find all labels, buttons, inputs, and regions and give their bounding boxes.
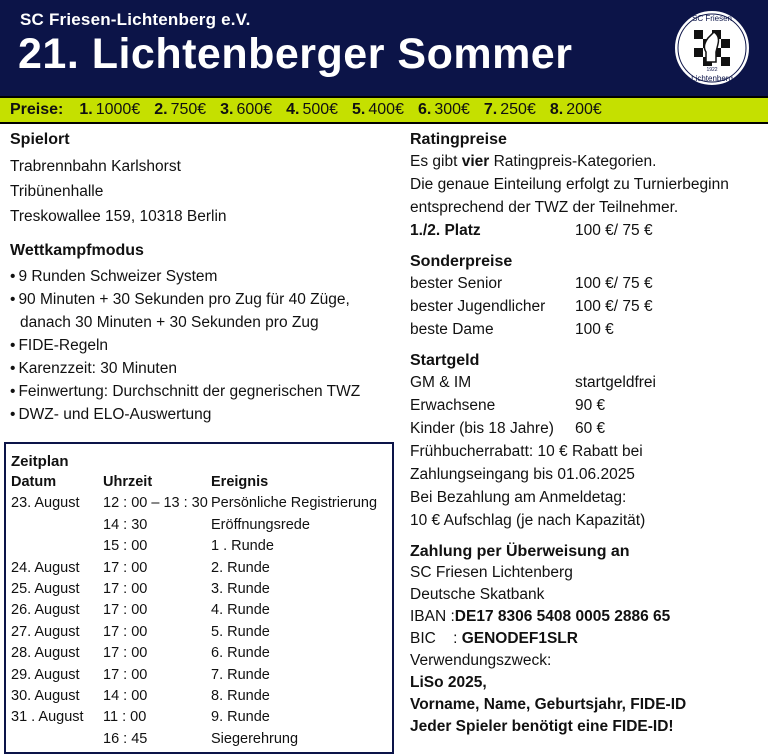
sonder-row: bester Jugendlicher 100 €/ 75 € xyxy=(410,298,653,315)
zahlung-zweck-line: Vorname, Name, Geburtsjahr, FIDE-ID xyxy=(410,696,687,713)
modus-bullet: • FIDE-Regeln xyxy=(10,334,400,357)
club-logo xyxy=(672,6,752,90)
col-ereignis: Ereignis xyxy=(211,474,269,490)
rating-text: entsprechend der TWZ der Teilnehmer. xyxy=(410,199,679,216)
schedule-header-row xyxy=(11,472,392,493)
spielort-line: Tribünenhalle xyxy=(10,183,104,200)
rating-heading: Ratingpreise xyxy=(410,131,507,148)
prize-bar xyxy=(0,96,768,124)
col-uhrzeit: Uhrzeit xyxy=(103,474,153,490)
rating-platz-row: 1./2. Platz 100 €/ 75 € xyxy=(410,222,653,239)
aufschlag-text: 10 € Aufschlag (je nach Kapazität) xyxy=(410,512,646,529)
zahlung-heading: Zahlung per Überweisung an xyxy=(410,543,630,560)
col-datum: Datum xyxy=(11,474,57,490)
modus-bullet-cont: danach 30 Minuten + 30 Sekunden pro Zug xyxy=(20,314,319,331)
zahlung-bank: Deutsche Skatbank xyxy=(410,586,545,603)
modus-bullet: • 90 Minuten + 30 Sekunden pro Zug für 40 Züge, xyxy=(10,288,400,311)
prize-item: 5. 400€ xyxy=(352,101,404,118)
prize-item: 7. 250€ xyxy=(483,101,536,118)
sonder-heading: Sonderpreise xyxy=(410,253,513,270)
left-column xyxy=(10,130,400,426)
prize-item: 4. 500€ xyxy=(286,101,339,118)
zahlung-bic: BIC : GENODEF1SLR xyxy=(410,630,578,647)
schedule-row: 14 : 30 Eröffnungsrede xyxy=(103,516,310,533)
fide-notice: Jeder Spieler benötigt eine FIDE-ID! xyxy=(410,718,674,735)
schedule-row: 23. August 12 : 00 – 13 : 30 Persönliche Registrierung xyxy=(11,495,378,512)
event-title: 21. Lichtenberger Sommer xyxy=(18,30,573,78)
fruehbucher-text: Zahlungseingang bis 01.06.2025 xyxy=(410,466,635,483)
right-column xyxy=(410,130,766,738)
schedule-row: 15 : 00 1 . Runde xyxy=(103,538,274,555)
modus-bullet: • DWZ- und ELO-Auswertung xyxy=(10,403,400,426)
schedule-box xyxy=(4,442,394,754)
prize-item: 2. 750€ xyxy=(154,101,207,118)
sonder-row: beste Dame 100 € xyxy=(410,321,614,338)
aufschlag-text: Bei Bezahlung am Anmeldetag: xyxy=(410,489,627,506)
spielort-heading: Spielort xyxy=(10,131,70,148)
schedule-row: 30. August 14 : 00 8. Runde xyxy=(11,688,270,705)
schedule-row: 31 . August 11 : 00 9. Runde xyxy=(11,709,270,726)
schedule-row: 16 : 45 Siegerehrung xyxy=(103,730,299,747)
prize-label: Preise: xyxy=(10,101,64,118)
rating-text: Die genaue Einteilung erfolgt zu Turnierbeginn xyxy=(410,176,729,193)
prize-item: 1. 1000€ xyxy=(79,101,141,118)
startgeld-row: Kinder (bis 18 Jahre) 60 € xyxy=(410,420,606,437)
schedule-row: 24. August 17 : 00 2. Runde xyxy=(11,559,270,576)
prize-item: 8. 200€ xyxy=(549,101,602,118)
schedule-row: 27. August 17 : 00 5. Runde xyxy=(11,623,270,640)
prize-item: 3. 600€ xyxy=(220,101,273,118)
svg-text:Lichtenberg: Lichtenberg xyxy=(691,74,733,83)
rating-text: Es gibt vier Ratingpreis-Kategorien. xyxy=(410,153,657,170)
zahlung-name: SC Friesen Lichtenberg xyxy=(410,564,573,581)
club-name: SC Friesen-Lichtenberg e.V. xyxy=(20,10,251,29)
schedule-row: 28. August 17 : 00 6. Runde xyxy=(11,645,270,662)
startgeld-row: GM & IM startgeldfrei xyxy=(410,374,656,391)
modus-bullet: • 9 Runden Schweizer System xyxy=(10,265,400,288)
schedule-row: 25. August 17 : 00 3. Runde xyxy=(11,581,270,598)
spielort-line: Trabrennbahn Karlshorst xyxy=(10,158,181,175)
startgeld-row: Erwachsene 90 € xyxy=(410,397,606,414)
zahlung-iban: IBAN : DE17 8306 5408 0005 2886 65 xyxy=(410,608,671,625)
header-banner xyxy=(0,0,768,96)
modus-bullet: • Karenzzeit: 30 Minuten xyxy=(10,357,400,380)
schedule-heading: Zeitplan xyxy=(11,453,69,470)
startgeld-heading: Startgeld xyxy=(410,352,480,369)
modus-bullet: • Feinwertung: Durchschnitt der gegnerischen TWZ xyxy=(10,380,400,403)
spielort-line: Treskowallee 159, 10318 Berlin xyxy=(10,208,227,225)
schedule-row: 26. August 17 : 00 4. Runde xyxy=(11,602,270,619)
modus-heading: Wettkampfmodus xyxy=(10,242,144,259)
schedule-row: 29. August 17 : 00 7. Runde xyxy=(11,666,270,683)
svg-text:SC Friesen: SC Friesen xyxy=(691,14,733,23)
fruehbucher-text: Frühbucherrabatt: 10 € Rabatt bei xyxy=(410,443,643,460)
prize-item: 6. 300€ xyxy=(417,101,470,118)
zahlung-zweck-line: LiSo 2025, xyxy=(410,674,487,691)
sonder-row: bester Senior 100 €/ 75 € xyxy=(410,275,653,292)
zahlung-zweck: Verwendungszweck: xyxy=(410,652,552,669)
svg-text:1922: 1922 xyxy=(706,67,718,73)
